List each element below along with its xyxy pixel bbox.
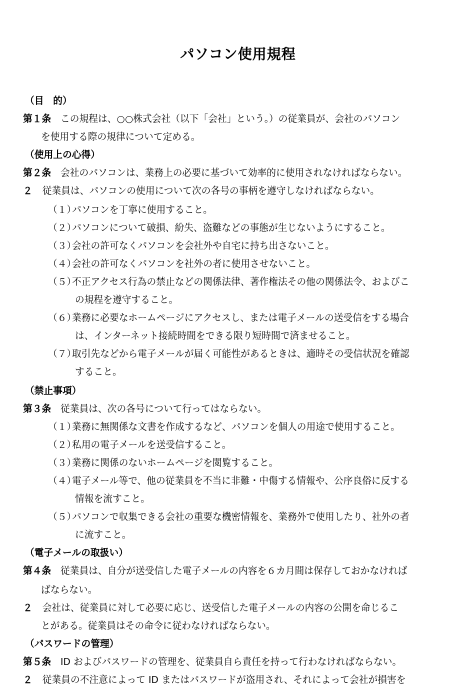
item-text: 業務に必要なホームページにアクセスし、または電子メールの送受信をする場合	[72, 313, 409, 325]
list-item	[23, 202, 462, 220]
list-item	[23, 419, 462, 437]
article-line	[23, 111, 462, 129]
item-number: （６）	[48, 313, 77, 325]
item-continuation: に流すこと。	[75, 530, 132, 542]
item-text: 業務に無関係な文書を作成するなど、パソコンを個人の用途で使用すること。	[72, 421, 400, 433]
paragraph-number: ２	[23, 675, 33, 686]
item-text: 私用の電子メールを送受信すること。	[72, 439, 232, 451]
item-number: （７）	[48, 349, 77, 361]
section-heading: （目 的）	[25, 96, 72, 107]
item-number: （３）	[48, 457, 77, 469]
article-line	[23, 401, 462, 419]
item-text: 電子メール等で、他の従業員を不当に非難・中傷する情報や、公序良俗に反する	[72, 475, 409, 487]
list-item	[23, 274, 462, 292]
list-item	[23, 346, 462, 364]
list-item	[23, 437, 462, 455]
article-text: 会社のパソコンは、業務上の必要に基づいて効率的に使用されなければならない。	[51, 168, 408, 180]
item-number: （２）	[48, 222, 77, 234]
article-continuation: を使用する際の規律について定める。	[41, 132, 201, 144]
article-text: 従業員の不注意によって ID またはパスワードが盗用され、それによって会社が損害を	[33, 675, 406, 686]
article-text: 従業員は、次の各号について行ってはならない。	[51, 403, 267, 415]
list-item	[23, 310, 462, 328]
item-number: （４）	[48, 475, 77, 487]
list-item	[23, 256, 462, 274]
article-continuation: ばならない。	[41, 584, 98, 596]
article-line	[23, 654, 462, 672]
item-continuation: 情報を流すこと。	[75, 494, 151, 506]
article-text: この規程は、○○株式会社（以下「会社」という。）の従業員が、会社のパソコン	[51, 114, 401, 126]
item-text: 会社の許可なくパソコンを会社外や自宅に持ち出さないこと。	[72, 240, 335, 252]
article-line	[23, 600, 462, 618]
article-number: 第５条	[23, 656, 52, 668]
item-number: （５）	[48, 512, 77, 524]
section-heading: （禁止事項）	[25, 385, 82, 397]
item-number: （１）	[48, 204, 77, 216]
article-text: 従業員は、自分が送受信した電子メールの内容を６カ月間は保存しておかなければ	[51, 566, 408, 578]
item-continuation: の規程を遵守すること。	[75, 295, 179, 307]
article-text: 従業員は、パソコンの使用について次の各号の事柄を遵守しなければならない。	[33, 186, 380, 198]
article-line	[23, 183, 462, 201]
item-text: 業務に関係のないホームページを閲覧すること。	[72, 457, 279, 469]
document-body	[23, 93, 462, 690]
item-number: （３）	[48, 240, 77, 252]
list-item	[23, 473, 462, 491]
item-text: 取引先などから電子メールが届く可能性があるときは、適時その受信状況を確認	[72, 349, 410, 361]
item-continuation: は、インターネット接続時間をできる限り短時間で済ませること。	[75, 331, 356, 343]
item-text: パソコンで収集できる会社の重要な機密情報を、業務外で使用したり、社外の者	[72, 512, 410, 524]
article-text: 会社は、従業員に対して必要に応じ、送受信した電子メールの内容の公開を命じるこ	[33, 602, 399, 614]
item-number: （５）	[48, 276, 77, 288]
article-number: 第１条	[23, 114, 52, 126]
list-item	[23, 455, 462, 473]
item-number: （４）	[48, 258, 77, 270]
item-text: 不正アクセス行為の禁止などの関係法律、著作権法その他の関係法令、およびこ	[72, 276, 410, 288]
article-line	[23, 165, 462, 183]
section-heading: （使用上の心得）	[25, 150, 101, 162]
section-heading: （電子メールの取扱い）	[25, 548, 128, 560]
article-line	[23, 672, 462, 690]
article-text: ID およびパスワードの管理を、従業員自ら責任を持って行わなければならない。	[51, 656, 402, 668]
item-number: （２）	[48, 439, 77, 451]
article-number: 第２条	[23, 168, 52, 180]
document-title: パソコン使用規程	[180, 47, 296, 63]
article-number: 第４条	[23, 566, 52, 578]
article-line	[23, 563, 462, 581]
list-item	[23, 220, 462, 238]
section-heading: （パスワードの管理）	[25, 638, 119, 650]
list-item	[23, 509, 462, 527]
item-number: （１）	[48, 421, 77, 433]
paragraph-number: ２	[23, 602, 33, 614]
paragraph-number: ２	[23, 186, 33, 198]
item-text: パソコンについて破損、紛失、盗難などの事態が生じないようにすること。	[72, 222, 391, 234]
item-text: パソコンを丁寧に使用すること。	[72, 204, 213, 216]
article-continuation: とがある。従業員はその命令に従わなければならない。	[41, 620, 276, 632]
list-item	[23, 238, 462, 256]
item-text: 会社の許可なくパソコンを社外の者に使用させないこと。	[72, 258, 316, 270]
item-continuation: すること。	[75, 367, 122, 379]
article-number: 第３条	[23, 403, 52, 415]
